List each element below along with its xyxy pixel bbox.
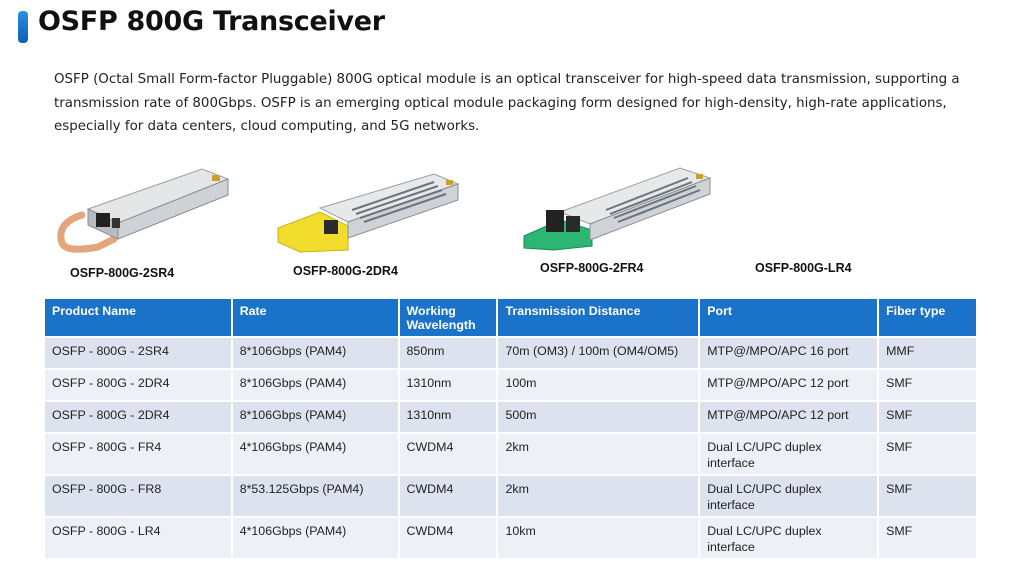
cell-port: Dual LC/UPC duplex interface [699,517,878,558]
header-port: Port [699,299,878,337]
cell-wavelength: CWDM4 [399,433,498,475]
cell-fiber-type: SMF [878,475,977,517]
table-row [45,517,977,558]
product-label-lr4: OSFP-800G-LR4 [755,261,852,275]
cell-product-name: OSFP - 800G - FR8 [45,475,232,517]
table-row [45,475,977,517]
cell-distance: 70m (OM3) / 100m (OM4/OM5) [497,337,699,369]
cell-port: MTP@/MPO/APC 12 port [699,401,878,433]
product-image-2sr4 [52,165,232,255]
description-paragraph: OSFP (Octal Small Form-factor Pluggable) 800G optical module is an optical transceiver for high-speed data transmission, supporting a transmission rate of 800Gbps. OSFP is an emerging optical module packaging form designed for high-density, high-rate applications, especially for data centers, cloud computing, and 5G networks. [54,72,960,134]
cell-port: Dual LC/UPC duplex interface [699,475,878,517]
cell-rate: 4*106Gbps (PAM4) [232,433,399,475]
table-row [45,337,977,369]
header-rate: Rate [232,299,399,337]
product-label-2sr4: OSFP-800G-2SR4 [70,266,175,280]
cell-distance: 2km [497,475,699,517]
cell-wavelength: 850nm [399,337,498,369]
cell-rate: 8*53.125Gbps (PAM4) [232,475,399,517]
cell-port: MTP@/MPO/APC 16 port [699,337,878,369]
cell-product-name: OSFP - 800G - 2DR4 [45,401,232,433]
header-transmission-distance: Transmission Distance [497,299,699,337]
cell-rate: 8*106Gbps (PAM4) [232,401,399,433]
cell-wavelength: 1310nm [399,369,498,401]
cell-fiber-type: MMF [878,337,977,369]
product-label-2dr4: OSFP-800G-2DR4 [293,264,398,278]
cell-wavelength: CWDM4 [399,517,498,558]
cell-rate: 4*106Gbps (PAM4) [232,517,399,558]
title-accent-bar [18,11,28,43]
header-working-wavelength: Working Wavelength [399,299,498,337]
table-row [45,433,977,475]
cell-product-name: OSFP - 800G - 2SR4 [45,337,232,369]
cell-product-name: OSFP - 800G - 2DR4 [45,369,232,401]
product-image-2dr4 [274,168,464,258]
table-row [45,369,977,401]
product-image-2fr4 [520,160,715,252]
cell-distance: 500m [497,401,699,433]
cell-product-name: OSFP - 800G - LR4 [45,517,232,558]
cell-fiber-type: SMF [878,401,977,433]
header-product-name: Product Name [45,299,232,337]
cell-port: Dual LC/UPC duplex interface [699,433,878,475]
cell-port: MTP@/MPO/APC 12 port [699,369,878,401]
cell-fiber-type: SMF [878,517,977,558]
cell-fiber-type: SMF [878,369,977,401]
cell-rate: 8*106Gbps (PAM4) [232,337,399,369]
spec-table [45,299,978,558]
cell-distance: 10km [497,517,699,558]
cell-product-name: OSFP - 800G - FR4 [45,433,232,475]
cell-wavelength: CWDM4 [399,475,498,517]
header-fiber-type: Fiber type [878,299,977,337]
table-header-row [45,299,977,337]
cell-wavelength: 1310nm [399,401,498,433]
page-title: OSFP 800G Transceiver [38,6,385,37]
table-row [45,401,977,433]
cell-rate: 8*106Gbps (PAM4) [232,369,399,401]
product-label-2fr4: OSFP-800G-2FR4 [540,261,644,275]
cell-distance: 2km [497,433,699,475]
cell-fiber-type: SMF [878,433,977,475]
cell-distance: 100m [497,369,699,401]
